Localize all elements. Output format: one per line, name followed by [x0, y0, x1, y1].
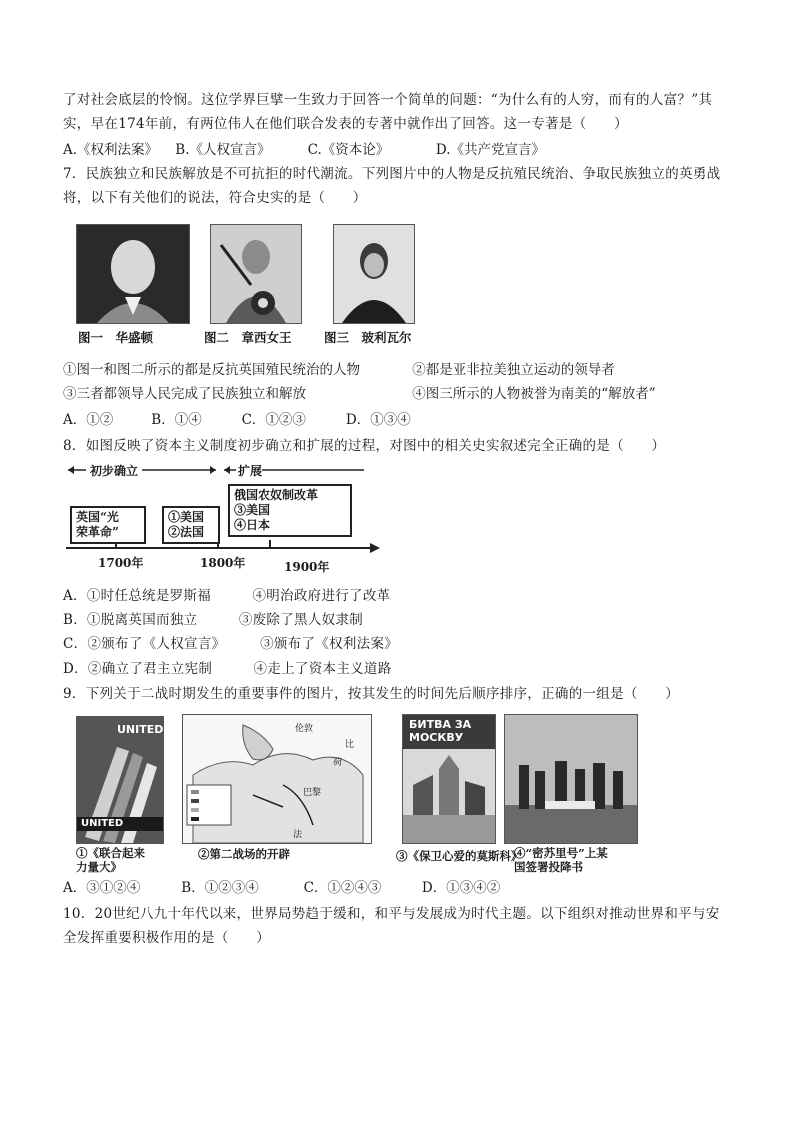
poster-moscow: [402, 714, 496, 844]
map-second-front: [182, 714, 372, 844]
q7-statement-3: ③三者都领导人民完成了民族独立和解放: [63, 386, 306, 402]
poster-moscow-title: [409, 718, 471, 744]
q7-option-b[interactable]: B．①④: [151, 412, 202, 428]
map-second-front-art: [183, 715, 371, 843]
q6-options: [63, 140, 545, 160]
q6-option-b[interactable]: B.《人权宣言》: [175, 142, 271, 158]
q7-statement-1: ①图一和图二所示的都是反抗英国殖民统治的人物: [63, 362, 360, 378]
portrait-washington: [76, 224, 190, 324]
map-label-france: 法: [293, 830, 303, 840]
map-label-paris: 巴黎: [303, 788, 322, 798]
poster-united-bottom: UNITED: [81, 818, 124, 829]
map-label-netherlands: 荷: [333, 758, 343, 768]
box-exp-line3: ④日本: [234, 518, 271, 532]
q7-option-d[interactable]: D．①③④: [345, 412, 411, 428]
poster-united: [76, 716, 164, 844]
q6-text-line2: 实，早在174年前，有两位伟人在他们联合发表的专著中就作出了回答。这一专著是（ ）: [63, 116, 628, 132]
map-label-london: 伦敦: [295, 724, 314, 734]
box-england-line2: 荣革命”: [76, 525, 119, 539]
box-england-line1: 英国“光: [76, 510, 119, 524]
q9-options: [63, 878, 500, 898]
q9-option-b[interactable]: B．①②③④: [181, 880, 259, 896]
q7-option-a[interactable]: A．①②: [63, 412, 114, 428]
q7-option-c[interactable]: C．①②③: [241, 412, 306, 428]
caption-poster-united-line1: ①《联合起来: [76, 846, 145, 860]
q7-text-line1: 7．民族独立和民族解放是不可抗拒的时代潮流。下列图片中的人物是反抗殖民统治、争取民族独立的英勇战: [63, 166, 721, 182]
q7-text-line2: 将，以下有关他们的说法，符合史实的是（ ）: [63, 190, 367, 206]
q10-text-line1: 10．20世纪八九十年代以来，世界局势趋于缓和，和平与发展成为时代主题。以下组织对推动世界和平与安: [63, 906, 720, 922]
q9-option-a[interactable]: A．③①②④: [63, 880, 141, 896]
timeline-phase1-label: 初步确立: [90, 464, 139, 478]
portrait-washington-image: [77, 225, 189, 323]
box-usfr-line2: ②法国: [168, 525, 205, 539]
portrait-rani-lakshmibai: [210, 224, 302, 324]
timeline-box-england: [70, 506, 146, 544]
q7-options: [63, 410, 411, 430]
box-exp-line1: 俄国农奴制改革: [234, 488, 319, 502]
caption-poster-united-line2: 力量大》: [76, 860, 122, 874]
poster-moscow-title-line1: БИТВА ЗА: [409, 718, 472, 731]
q8-option-a[interactable]: A．①时任总统是罗斯福 ④明治政府进行了改革: [63, 588, 391, 604]
q8-text-line1: 8．如图反映了资本主义制度初步确立和扩展的过程，对图中的相关史实叙述完全正确的是（ ）: [63, 438, 666, 454]
box-exp-line2: ③美国: [234, 503, 271, 517]
photo-missouri-surrender: [504, 714, 638, 844]
timeline-tick-1700: 1700年: [98, 556, 144, 570]
caption-missouri-line2: 国签署投降书: [514, 860, 583, 874]
q6-option-d[interactable]: D.《共产党宣言》: [435, 142, 546, 158]
caption-missouri-line1: ④“密苏里号”上某: [514, 846, 608, 860]
q7-statement-4: ④图三所示的人物被誉为南美的“解放者”: [412, 386, 656, 402]
q9-option-d[interactable]: D．①③④②: [421, 880, 501, 896]
timeline-tick-1900: 1900年: [284, 560, 330, 574]
timeline-box-us-france: [162, 506, 220, 544]
timeline-box-expansion: [228, 484, 352, 537]
q9-text-line1: 9．下列关于二战时期发生的重要事件的图片，按其发生的时间先后顺序排序，正确的一组是（ ）: [63, 686, 680, 702]
caption-second-front: ②第二战场的开辟: [198, 847, 290, 861]
caption-poster-united: [76, 846, 145, 874]
q8-option-d[interactable]: D．②确立了君主立宪制 ④走上了资本主义道路: [63, 661, 392, 677]
q6-option-a[interactable]: A.《权利法案》: [63, 142, 159, 158]
q8-option-b[interactable]: B．①脱离英国而独立 ③废除了黑人奴隶制: [63, 612, 364, 628]
map-label-belgium: 比: [345, 740, 355, 750]
portrait-rani-image: [211, 225, 301, 323]
timeline-diagram: [64, 462, 382, 580]
timeline-phase2-label: 扩展: [238, 464, 263, 478]
q6-option-c[interactable]: C.《资本论》: [307, 142, 390, 158]
poster-moscow-title-line2: МОСКВУ: [409, 731, 464, 744]
timeline-tick-1800: 1800年: [200, 556, 246, 570]
portrait-bolivar-image: [334, 225, 414, 323]
q7-statements-row1: [63, 360, 615, 380]
q9-option-c[interactable]: C．①②④③: [303, 880, 382, 896]
caption-missouri: [514, 846, 608, 874]
box-usfr-line1: ①美国: [168, 510, 205, 524]
portrait-bolivar: [333, 224, 415, 324]
q7-statements-row2: [63, 384, 656, 404]
photo-missouri-art: [505, 715, 637, 843]
q6-text-line1: 了对社会底层的怜悯。这位学界巨擘一生致力于回答一个简单的问题：“为什么有的人穷，而有的人富？”其: [63, 92, 713, 108]
q8-option-c[interactable]: C．②颁布了《人权宣言》 ③颁布了《权利法案》: [63, 636, 399, 652]
caption-fig1: 图一 华盛顿: [78, 330, 154, 345]
q7-statement-2: ②都是亚非拉美独立运动的领导者: [412, 362, 615, 378]
poster-united-title: UNITED: [117, 723, 164, 736]
caption-fig3: 图三 玻利瓦尔: [324, 330, 412, 345]
q10-text-line2: 全发挥重要积极作用的是（ ）: [63, 930, 270, 946]
caption-moscow: ③《保卫心爱的莫斯科》: [396, 849, 523, 863]
caption-fig2: 图二 章西女王: [204, 330, 292, 345]
